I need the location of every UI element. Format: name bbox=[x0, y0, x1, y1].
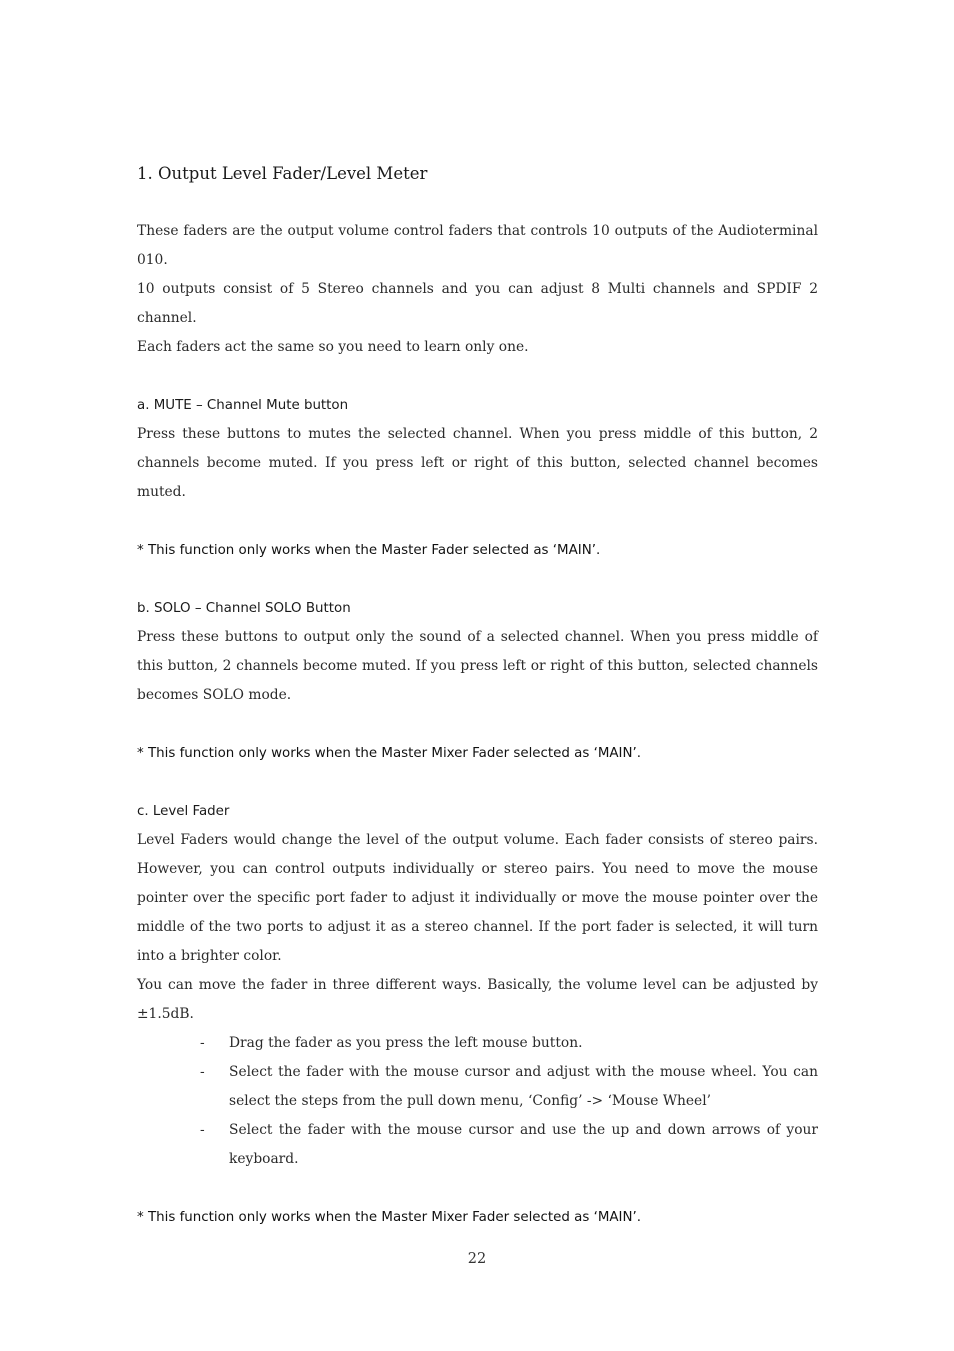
intro-paragraph-1: These faders are the output volume control faders that controls 10 outputs of the Audioterminal 010. bbox=[137, 223, 818, 268]
spacer bbox=[137, 710, 818, 739]
solo-note: * This function only works when the Master Mixer Fader selected as ‘MAIN’. bbox=[137, 746, 642, 761]
list-item bbox=[137, 1116, 818, 1174]
intro-paragraph-3: Each faders act the same so you need to learn only one. bbox=[137, 339, 529, 355]
level-fader-body-2: You can move the fader in three different ways. Basically, the volume level can be adjusted by ±1.5dB. bbox=[137, 977, 818, 1022]
mute-heading: a. MUTE – Channel Mute button bbox=[137, 398, 349, 413]
document-page bbox=[137, 160, 818, 1232]
spacer bbox=[137, 565, 818, 594]
list-item bbox=[137, 1029, 818, 1058]
mute-body: Press these buttons to mutes the selected channel. When you press middle of this button, 2 channels become muted. If you press left or right of this button, selected channel becomes muted. bbox=[137, 426, 818, 500]
spacer bbox=[137, 768, 818, 797]
intro-paragraph-2: 10 outputs consist of 5 Stereo channels and you can adjust 8 Multi channels and SPDIF 2 channel. bbox=[137, 281, 818, 326]
bullet-dash: - bbox=[200, 1122, 205, 1138]
solo-body: Press these buttons to output only the sound of a selected channel. When you press middle of this button, 2 channels become muted. If you press left or right of this button, selected channels becomes SOLO mode. bbox=[137, 629, 818, 703]
page-number: 22 bbox=[467, 1251, 487, 1267]
section-title: 1. Output Level Fader/Level Meter bbox=[137, 164, 428, 183]
list-item-text: Drag the fader as you press the left mouse button. bbox=[229, 1035, 583, 1051]
list-item bbox=[137, 1058, 818, 1116]
level-fader-heading: c. Level Fader bbox=[137, 804, 230, 819]
bullet-dash: - bbox=[200, 1035, 205, 1051]
spacer bbox=[137, 362, 818, 391]
solo-heading: b. SOLO – Channel SOLO Button bbox=[137, 601, 351, 616]
spacer bbox=[137, 507, 818, 536]
level-fader-body-1: Level Faders would change the level of the output volume. Each fader consists of stereo pairs. However, you can control outputs individually or stereo pairs. You need to move the mouse pointer over the specific port fader to adjust it individually or move the mouse pointer over the middle of the two ports to adjust it as a stereo channel. If the port fader is selected, it will turn into a brighter color. bbox=[137, 832, 818, 964]
level-fader-note: * This function only works when the Master Mixer Fader selected as ‘MAIN’. bbox=[137, 1210, 642, 1225]
mute-note: * This function only works when the Master Fader selected as ‘MAIN’. bbox=[137, 543, 601, 558]
list-item-text: Select the fader with the mouse cursor and adjust with the mouse wheel. You can select the steps from the pull down menu, ‘Config’ -> ‘Mouse Wheel’ bbox=[229, 1064, 818, 1109]
list-item-text: Select the fader with the mouse cursor and use the up and down arrows of your keyboard. bbox=[229, 1122, 818, 1167]
fader-method-list bbox=[137, 1029, 818, 1174]
spacer bbox=[137, 1174, 818, 1203]
bullet-dash: - bbox=[200, 1064, 205, 1080]
